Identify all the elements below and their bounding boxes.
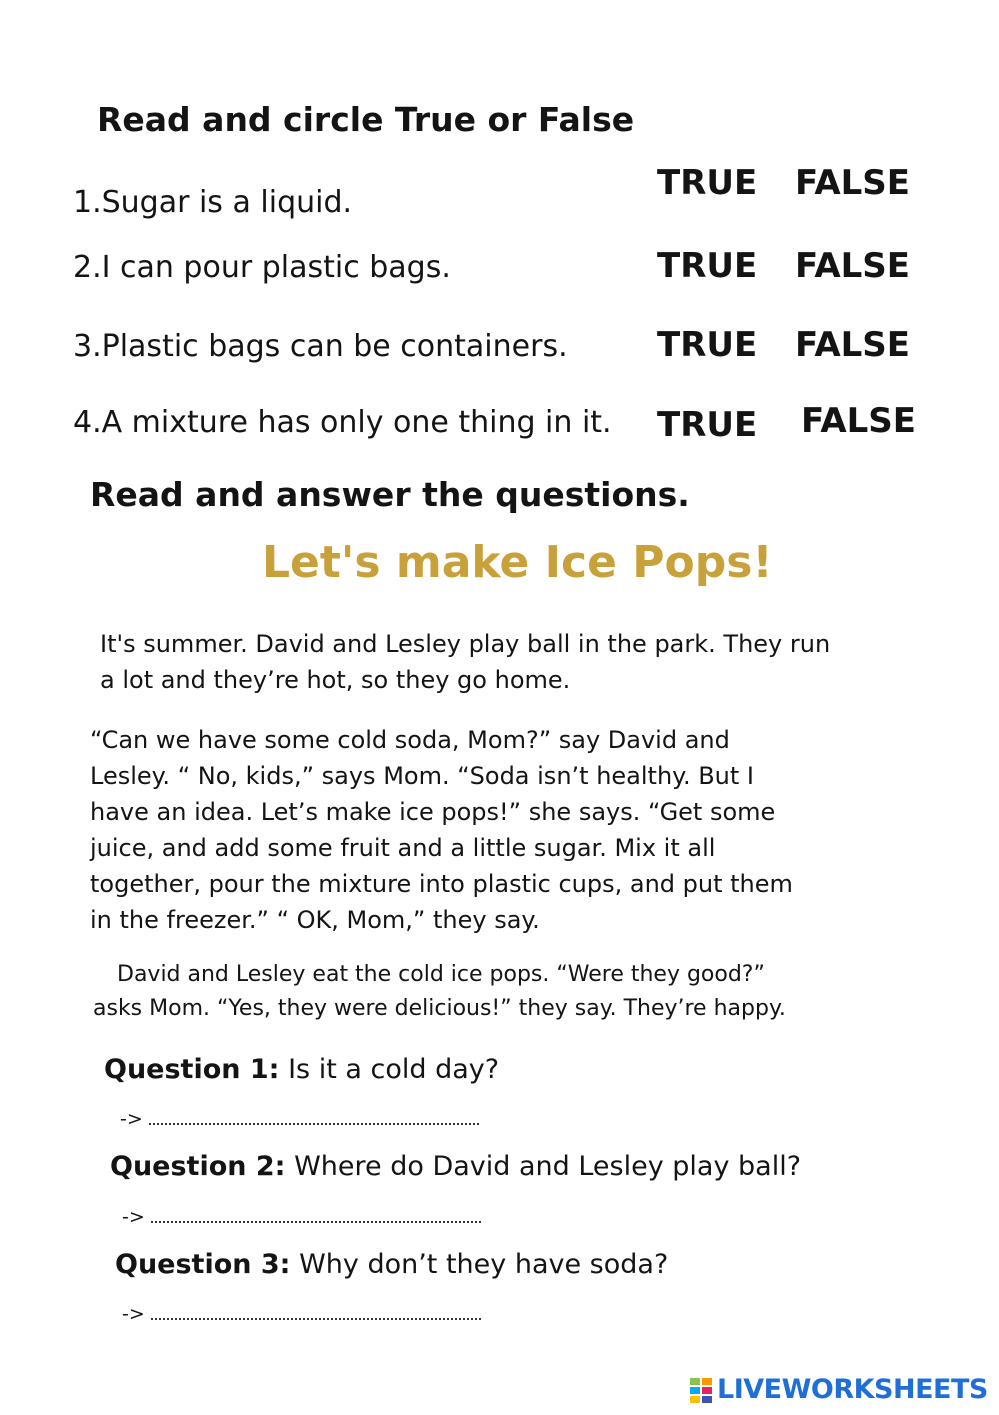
story-paragraph-1 [100,626,830,698]
section2-heading: Read and answer the questions. [90,475,690,514]
paragraph-line: “Can we have some cold soda, Mom?” say David and [90,726,730,754]
paragraph-line: juice, and add some fruit and a little sugar. Mix it all [90,834,716,862]
true-option-2[interactable]: TRUE [657,246,758,286]
question-2 [110,1151,801,1182]
question-text: Where do David and Lesley play ball? [294,1151,802,1182]
false-option-3[interactable]: FALSE [795,325,911,365]
answer-2[interactable] [122,1206,481,1228]
statement-4: 4.A mixture has only one thing in it. [73,405,612,440]
statement-3: 3.Plastic bags can be containers. [73,329,568,364]
paragraph-line: It's summer. David and Lesley play ball in the park. They run [100,630,831,658]
question-3 [115,1249,668,1280]
paragraph-line: have an idea. Let’s make ice pops!” she says. “Get some [90,798,776,826]
answer-line-3[interactable] [151,1304,481,1320]
false-option-1[interactable]: FALSE [795,163,911,203]
answer-line-2[interactable] [151,1207,481,1223]
paragraph-line: in the freezer.” “ OK, Mom,” they say. [90,906,540,934]
liveworksheets-logo-icon [690,1378,714,1404]
question-text: Why don’t they have soda? [299,1249,669,1280]
story-title: Let's make Ice Pops! [262,537,773,588]
question-text: Is it a cold day? [288,1054,500,1085]
paragraph-line: David and Lesley eat the cold ice pops. “Were they good?” [117,962,765,987]
statement-1: 1.Sugar is a liquid. [73,185,353,220]
story-paragraph-2 [90,722,793,938]
brand-text: LIVEWORKSHEETS [717,1374,988,1405]
answer-3[interactable] [122,1303,481,1325]
question-label: Question 2: [110,1151,286,1182]
question-1 [104,1054,499,1085]
false-option-2[interactable]: FALSE [795,246,911,286]
paragraph-line: asks Mom. “Yes, they were delicious!” they say. They’re happy. [93,996,786,1021]
liveworksheets-logo [690,1374,988,1405]
arrow-prefix: -> [120,1108,143,1130]
paragraph-line: together, pour the mixture into plastic cups, and put them [90,870,793,898]
story-paragraph-3 [93,958,786,1026]
answer-1[interactable] [120,1108,479,1130]
answer-line-1[interactable] [149,1109,479,1125]
true-option-4[interactable]: TRUE [657,405,758,445]
paragraph-line: Lesley. “ No, kids,” says Mom. “Soda isn’t healthy. But I [90,762,754,790]
question-label: Question 1: [104,1054,280,1085]
arrow-prefix: -> [122,1206,145,1228]
statement-2: 2.I can pour plastic bags. [73,250,451,285]
arrow-prefix: -> [122,1303,145,1325]
true-option-1[interactable]: TRUE [657,163,758,203]
section1-heading: Read and circle True or False [97,100,635,139]
false-option-4[interactable]: FALSE [801,401,917,441]
paragraph-line: a lot and they’re hot, so they go home. [100,666,571,694]
question-label: Question 3: [115,1249,291,1280]
true-option-3[interactable]: TRUE [657,325,758,365]
